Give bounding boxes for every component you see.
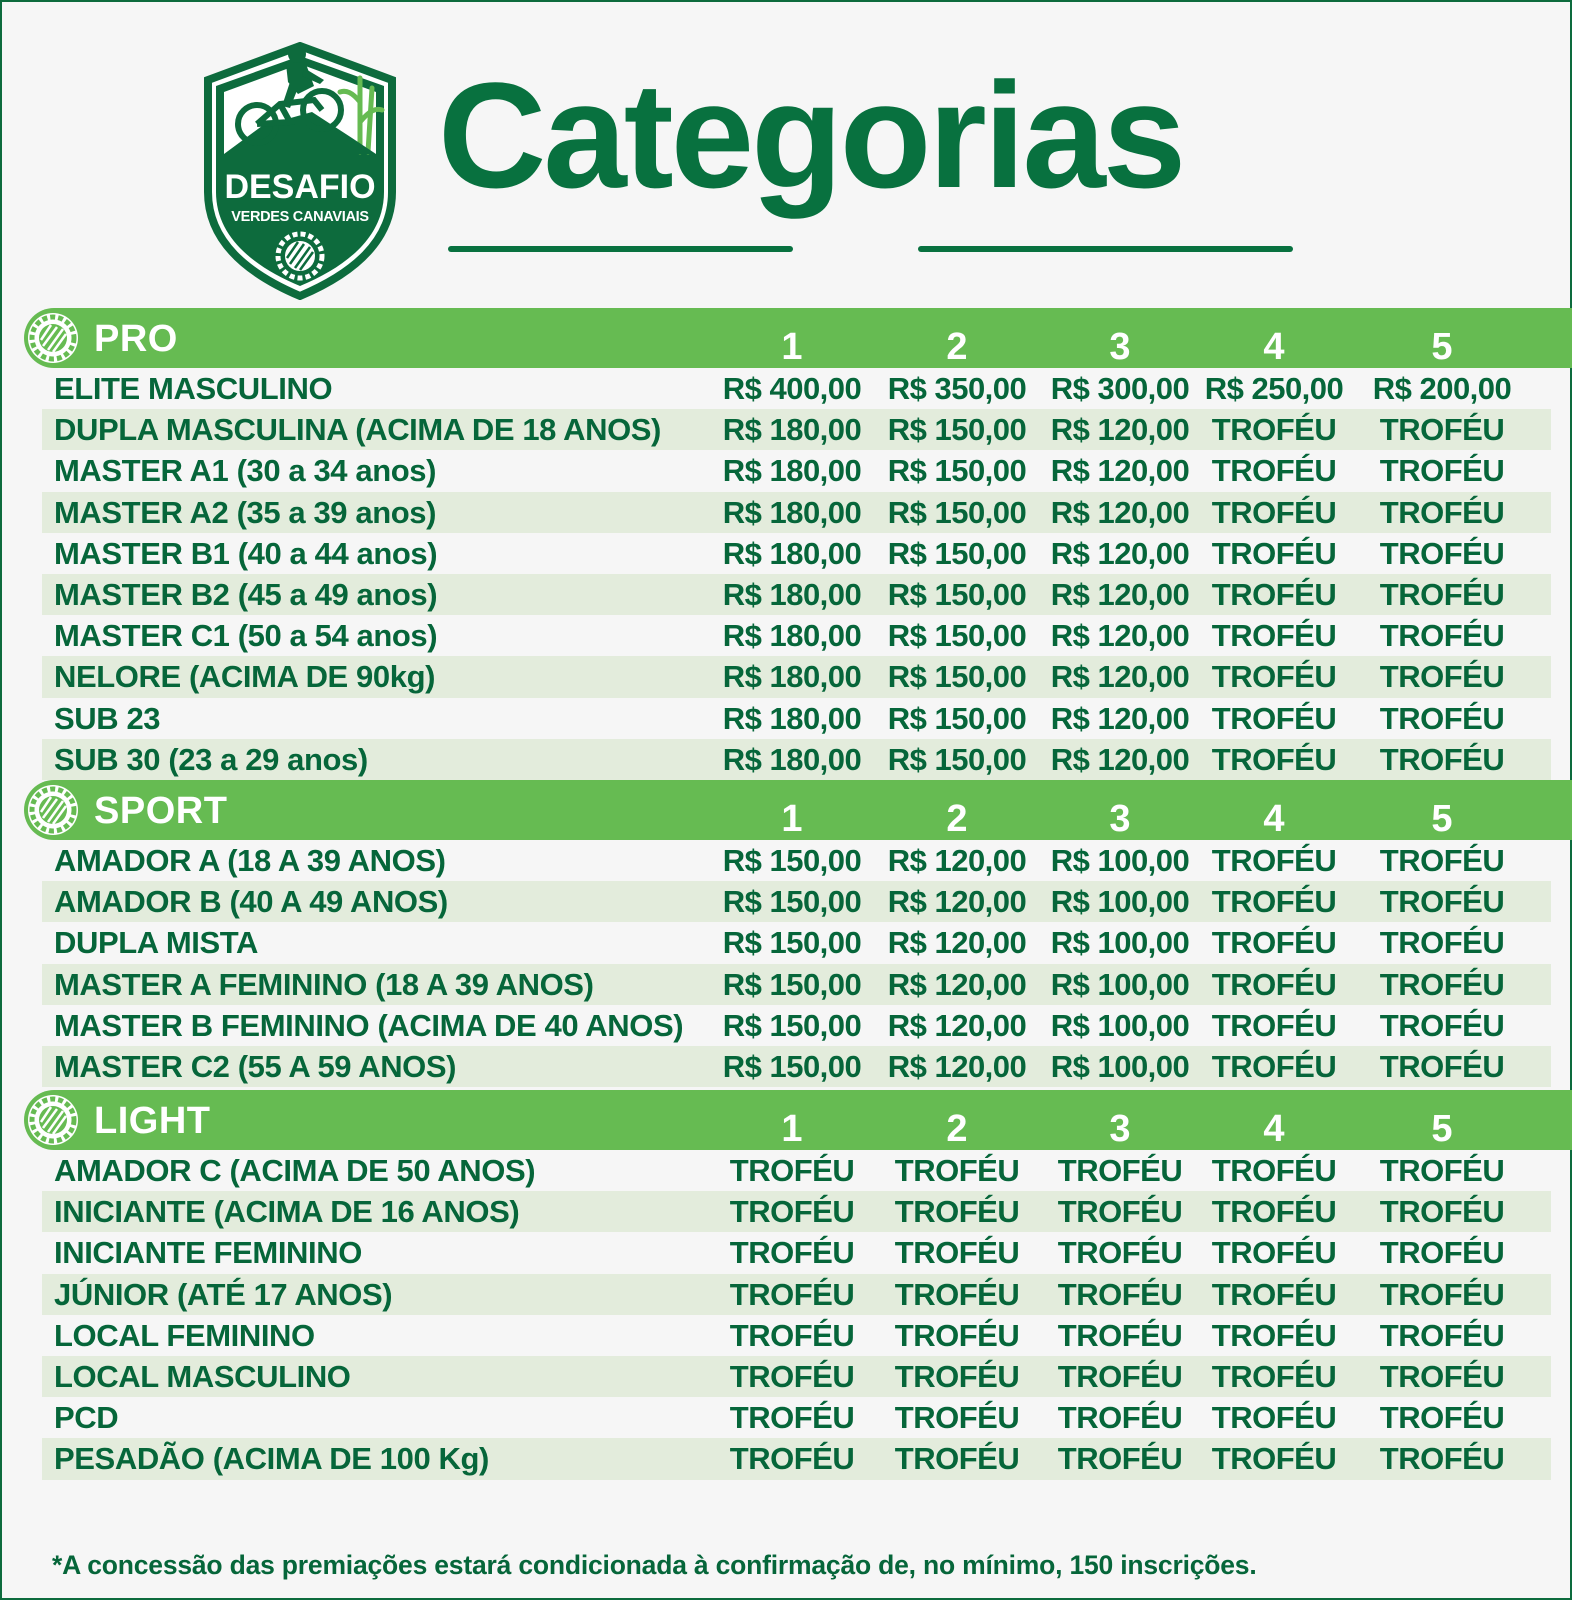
prize-value: TROFÉU xyxy=(894,1441,1020,1477)
prize-value: R$ 180,00 xyxy=(722,412,862,448)
prize-value: TROFÉU xyxy=(1211,1048,1337,1084)
category-name: AMADOR A (18 A 39 ANOS) xyxy=(54,843,446,878)
category-name: SUB 30 (23 a 29 anos) xyxy=(54,741,368,777)
prize-value: R$ 180,00 xyxy=(722,494,862,530)
category-list xyxy=(42,840,1551,1087)
section-light xyxy=(24,1090,1572,1480)
prize-value: R$ 120,00 xyxy=(1050,659,1190,695)
category-name: MASTER B FEMININO (ACIMA DE 40 ANOS) xyxy=(54,1007,684,1043)
gear-icon xyxy=(26,311,80,365)
prize-value: R$ 180,00 xyxy=(722,535,862,571)
prize-value: TROFÉU xyxy=(729,1441,855,1477)
prize-value: TROFÉU xyxy=(894,1400,1020,1436)
event-logo xyxy=(202,42,398,300)
prize-value: R$ 180,00 xyxy=(722,741,862,777)
prize-value: R$ 100,00 xyxy=(1050,884,1190,920)
category-name: MASTER A1 (30 a 34 anos) xyxy=(54,453,437,489)
category-name: ELITE MASCULINO xyxy=(54,371,333,406)
prize-value: TROFÉU xyxy=(1379,700,1505,736)
prize-value: TROFÉU xyxy=(1211,576,1337,612)
prize-value: R$ 150,00 xyxy=(887,741,1027,777)
prize-value: TROFÉU xyxy=(1211,1194,1337,1230)
prize-value: TROFÉU xyxy=(1379,618,1505,654)
table-row xyxy=(42,450,1551,491)
prize-value: TROFÉU xyxy=(894,1235,1020,1271)
prize-value: R$ 180,00 xyxy=(722,576,862,612)
page-title: Categorias xyxy=(438,51,1184,219)
category-name: AMADOR B (40 A 49 ANOS) xyxy=(54,884,448,920)
placement-column-header: 3 xyxy=(1109,326,1131,368)
category-name: LOCAL FEMININO xyxy=(54,1317,315,1353)
category-name: INICIANTE (ACIMA DE 16 ANOS) xyxy=(54,1194,520,1230)
prize-value: TROFÉU xyxy=(729,1400,855,1436)
prize-value: R$ 120,00 xyxy=(887,843,1027,878)
placement-column-header: 5 xyxy=(1431,1108,1453,1150)
prize-value: TROFÉU xyxy=(1379,843,1505,878)
prize-value: TROFÉU xyxy=(894,1317,1020,1353)
prize-value: TROFÉU xyxy=(729,1276,855,1312)
placement-column-header: 2 xyxy=(946,1108,968,1150)
prize-value: TROFÉU xyxy=(1379,741,1505,777)
prize-value: TROFÉU xyxy=(1211,884,1337,920)
prize-value: TROFÉU xyxy=(1057,1235,1183,1271)
category-name: INICIANTE FEMININO xyxy=(54,1235,362,1271)
table-row xyxy=(42,409,1551,450)
prize-value: R$ 120,00 xyxy=(1050,741,1190,777)
prize-value: TROFÉU xyxy=(1211,843,1337,878)
logo-title: DESAFIO xyxy=(224,168,376,206)
prize-value: R$ 120,00 xyxy=(887,966,1027,1002)
section-header xyxy=(24,780,1572,840)
prize-value: TROFÉU xyxy=(1211,412,1337,448)
table-row xyxy=(42,739,1551,780)
prize-value: R$ 180,00 xyxy=(722,659,862,695)
prize-value: TROFÉU xyxy=(1379,966,1505,1002)
table-row xyxy=(42,1191,1551,1232)
placement-column-header: 1 xyxy=(781,1108,803,1150)
table-row xyxy=(42,1150,1551,1191)
prize-value: R$ 150,00 xyxy=(887,494,1027,530)
prize-value: R$ 100,00 xyxy=(1050,925,1190,961)
section-header xyxy=(24,1090,1572,1150)
prize-value: R$ 150,00 xyxy=(722,925,862,961)
placement-column-header: 1 xyxy=(781,798,803,840)
prize-value: R$ 120,00 xyxy=(1050,453,1190,489)
title-underline-right xyxy=(918,246,1293,252)
prize-value: TROFÉU xyxy=(1379,1276,1505,1312)
prize-value: R$ 150,00 xyxy=(887,535,1027,571)
prize-value: R$ 150,00 xyxy=(887,453,1027,489)
prize-value: R$ 150,00 xyxy=(722,1048,862,1084)
prize-value: TROFÉU xyxy=(1379,884,1505,920)
prize-value: TROFÉU xyxy=(1057,1194,1183,1230)
prize-value: R$ 200,00 xyxy=(1372,371,1512,406)
prize-value: R$ 150,00 xyxy=(887,618,1027,654)
prize-value: R$ 120,00 xyxy=(1050,412,1190,448)
table-row xyxy=(42,840,1551,881)
prize-value: R$ 150,00 xyxy=(887,412,1027,448)
prize-value: R$ 150,00 xyxy=(722,884,862,920)
placement-column-header: 3 xyxy=(1109,798,1131,840)
prize-value: TROFÉU xyxy=(1211,1276,1337,1312)
prize-value: R$ 120,00 xyxy=(1050,700,1190,736)
prize-value: TROFÉU xyxy=(1211,494,1337,530)
prize-value: TROFÉU xyxy=(1211,1153,1337,1188)
prize-value: TROFÉU xyxy=(894,1358,1020,1394)
prize-value: R$ 120,00 xyxy=(887,884,1027,920)
prize-value: R$ 350,00 xyxy=(887,371,1027,406)
prize-value: TROFÉU xyxy=(1211,453,1337,489)
category-name: MASTER A2 (35 a 39 anos) xyxy=(54,494,437,530)
prize-value: R$ 180,00 xyxy=(722,618,862,654)
prize-value: R$ 300,00 xyxy=(1050,371,1190,406)
prize-value: R$ 150,00 xyxy=(722,843,862,878)
prize-value: TROFÉU xyxy=(1211,1235,1337,1271)
prize-value: TROFÉU xyxy=(1379,535,1505,571)
prize-value: R$ 100,00 xyxy=(1050,1048,1190,1084)
table-row xyxy=(42,615,1551,656)
prize-value: TROFÉU xyxy=(1379,1048,1505,1084)
prize-value: R$ 120,00 xyxy=(1050,535,1190,571)
table-row xyxy=(42,574,1551,615)
prize-value: TROFÉU xyxy=(1057,1441,1183,1477)
category-name: DUPLA MISTA xyxy=(54,925,258,961)
prize-value: TROFÉU xyxy=(729,1194,855,1230)
prize-value: TROFÉU xyxy=(1379,1007,1505,1043)
prize-value: TROFÉU xyxy=(1211,1441,1337,1477)
table-row xyxy=(42,368,1551,409)
prize-value: TROFÉU xyxy=(1057,1358,1183,1394)
category-name: NELORE (ACIMA DE 90kg) xyxy=(54,659,436,695)
prize-value: TROFÉU xyxy=(894,1153,1020,1188)
placement-column-header: 4 xyxy=(1263,1108,1285,1150)
category-name: AMADOR C (ACIMA DE 50 ANOS) xyxy=(54,1153,536,1188)
prize-value: R$ 400,00 xyxy=(722,371,862,406)
prize-value: TROFÉU xyxy=(894,1194,1020,1230)
table-row xyxy=(42,922,1551,963)
prize-value: R$ 180,00 xyxy=(722,700,862,736)
prize-value: TROFÉU xyxy=(729,1358,855,1394)
table-row xyxy=(42,698,1551,739)
table-row xyxy=(42,492,1551,533)
prize-value: TROFÉU xyxy=(1211,741,1337,777)
prize-value: R$ 120,00 xyxy=(887,1007,1027,1043)
table-row xyxy=(42,1232,1551,1273)
prize-value: TROFÉU xyxy=(1211,925,1337,961)
placement-column-header: 4 xyxy=(1263,798,1285,840)
table-row xyxy=(42,1046,1551,1087)
placement-column-header: 3 xyxy=(1109,1108,1131,1150)
prize-value: TROFÉU xyxy=(1211,659,1337,695)
gear-icon xyxy=(26,783,80,837)
gear-icon xyxy=(26,1093,80,1147)
category-name: SUB 23 xyxy=(54,700,161,736)
prize-value: TROFÉU xyxy=(1379,1153,1505,1188)
prize-value: TROFÉU xyxy=(1379,1400,1505,1436)
prize-value: TROFÉU xyxy=(1379,1441,1505,1477)
prize-value: R$ 120,00 xyxy=(887,925,1027,961)
category-name: MASTER C2 (55 A 59 ANOS) xyxy=(54,1048,457,1084)
table-row xyxy=(42,1438,1551,1479)
category-list xyxy=(42,1150,1551,1480)
category-name: MASTER B2 (45 a 49 anos) xyxy=(54,576,438,612)
section-pro xyxy=(24,308,1572,780)
prize-value: TROFÉU xyxy=(1211,1007,1337,1043)
section-title: PRO xyxy=(94,318,178,360)
prize-value: R$ 120,00 xyxy=(1050,618,1190,654)
logo-subtitle: VERDES CANAVIAIS xyxy=(231,209,369,225)
placement-column-header: 2 xyxy=(946,326,968,368)
table-row xyxy=(42,1356,1551,1397)
prize-value: R$ 120,00 xyxy=(887,1048,1027,1084)
category-name: PCD xyxy=(54,1400,119,1436)
prize-value: TROFÉU xyxy=(1379,925,1505,961)
prize-value: R$ 100,00 xyxy=(1050,843,1190,878)
prize-value: TROFÉU xyxy=(729,1235,855,1271)
section-title: LIGHT xyxy=(94,1100,211,1142)
placement-column-header: 4 xyxy=(1263,326,1285,368)
table-row xyxy=(42,1274,1551,1315)
prize-value: TROFÉU xyxy=(1379,412,1505,448)
category-name: PESADÃO (ACIMA DE 100 Kg) xyxy=(54,1441,489,1477)
category-name: JÚNIOR (ATÉ 17 ANOS) xyxy=(54,1276,393,1312)
category-name: MASTER A FEMININO (18 A 39 ANOS) xyxy=(54,966,594,1002)
prize-value: R$ 120,00 xyxy=(1050,576,1190,612)
prize-value: TROFÉU xyxy=(1379,576,1505,612)
category-list xyxy=(42,368,1551,780)
table-row xyxy=(42,881,1551,922)
category-name: MASTER B1 (40 a 44 anos) xyxy=(54,535,438,571)
prize-value: TROFÉU xyxy=(894,1276,1020,1312)
prize-value: R$ 100,00 xyxy=(1050,966,1190,1002)
title-underline-left xyxy=(448,246,793,252)
prize-value: TROFÉU xyxy=(1211,618,1337,654)
section-title: SPORT xyxy=(94,790,228,832)
category-name: LOCAL MASCULINO xyxy=(54,1358,351,1394)
table-row xyxy=(42,1397,1551,1438)
prize-value: R$ 150,00 xyxy=(887,576,1027,612)
prize-value: TROFÉU xyxy=(1211,1358,1337,1394)
prize-value: R$ 120,00 xyxy=(1050,494,1190,530)
prize-value: TROFÉU xyxy=(1379,1194,1505,1230)
placement-column-header: 2 xyxy=(946,798,968,840)
table-row xyxy=(42,533,1551,574)
prize-value: TROFÉU xyxy=(1057,1276,1183,1312)
prize-value: R$ 150,00 xyxy=(887,659,1027,695)
prize-value: TROFÉU xyxy=(1379,1317,1505,1353)
prize-value: TROFÉU xyxy=(729,1153,855,1188)
prize-value: TROFÉU xyxy=(1379,1235,1505,1271)
prize-value: TROFÉU xyxy=(1379,659,1505,695)
footer-note: *A concessão das premiações estará condicionada à confirmação de, no mínimo, 150 inscrições. xyxy=(52,1550,1257,1580)
prize-value: TROFÉU xyxy=(1379,494,1505,530)
prize-value: TROFÉU xyxy=(1211,1400,1337,1436)
prize-value: R$ 100,00 xyxy=(1050,1007,1190,1043)
prize-value: R$ 150,00 xyxy=(722,966,862,1002)
category-name: DUPLA MASCULINA (ACIMA DE 18 ANOS) xyxy=(54,412,661,448)
prize-value: TROFÉU xyxy=(1211,1317,1337,1353)
table-row xyxy=(42,1005,1551,1046)
section-sport xyxy=(24,780,1572,1087)
prize-value: TROFÉU xyxy=(1057,1400,1183,1436)
prize-value: R$ 180,00 xyxy=(722,453,862,489)
table-row xyxy=(42,656,1551,697)
placement-column-header: 5 xyxy=(1431,798,1453,840)
prize-value: R$ 150,00 xyxy=(722,1007,862,1043)
table-row xyxy=(42,1315,1551,1356)
category-name: MASTER C1 (50 a 54 anos) xyxy=(54,618,438,654)
prize-value: TROFÉU xyxy=(1211,700,1337,736)
section-header xyxy=(24,308,1572,368)
prize-value: R$ 250,00 xyxy=(1204,371,1344,406)
prize-value: TROFÉU xyxy=(1211,535,1337,571)
table-row xyxy=(42,964,1551,1005)
placement-column-header: 5 xyxy=(1431,326,1453,368)
prize-value: TROFÉU xyxy=(1211,966,1337,1002)
placement-column-header: 1 xyxy=(781,326,803,368)
prize-value: TROFÉU xyxy=(1057,1153,1183,1188)
prize-value: R$ 150,00 xyxy=(887,700,1027,736)
prize-value: TROFÉU xyxy=(729,1317,855,1353)
prize-value: TROFÉU xyxy=(1379,1358,1505,1394)
prize-value: TROFÉU xyxy=(1057,1317,1183,1353)
prize-value: TROFÉU xyxy=(1379,453,1505,489)
